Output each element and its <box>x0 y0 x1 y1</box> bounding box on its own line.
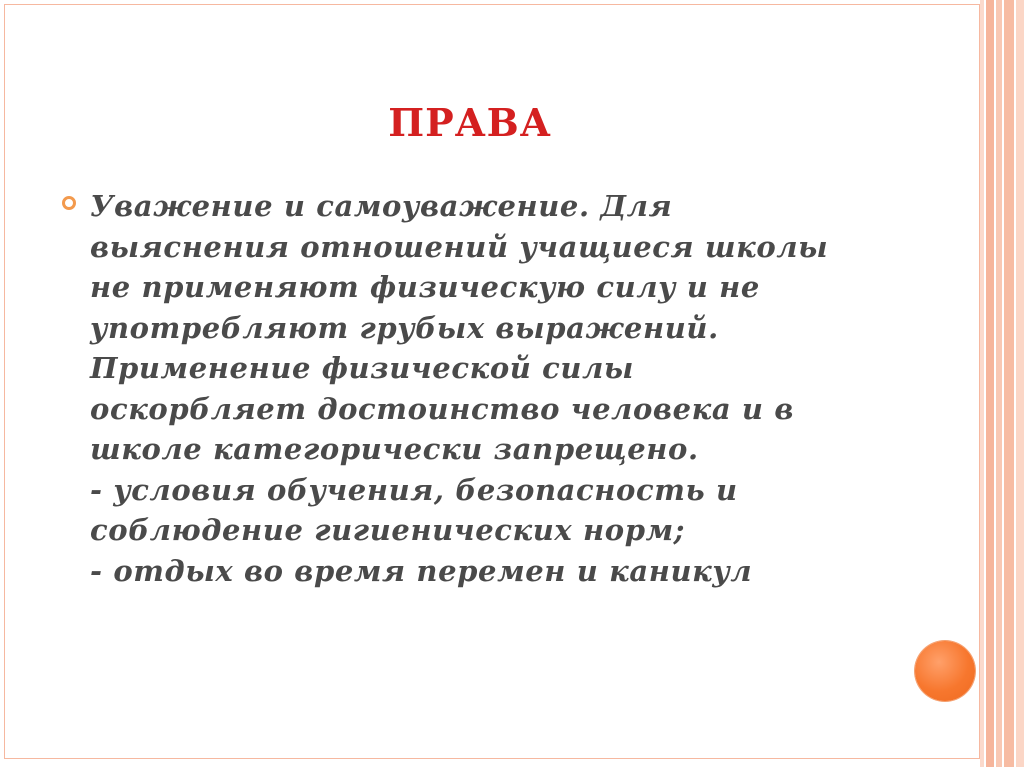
body-line: Применение физической силы <box>90 351 635 385</box>
stripe <box>1004 0 1014 767</box>
decorative-stripes <box>980 0 1024 767</box>
body-line: употребляют грубых выражений. <box>90 310 719 345</box>
stripe <box>1016 0 1024 767</box>
body-line: выяснения отношений учащиеся школы <box>90 229 829 264</box>
body-line: школе категорически запрещено. <box>90 432 699 466</box>
slide-title: ПРАВА <box>388 100 552 145</box>
body-line: Уважение и самоуважение. Для <box>90 189 673 223</box>
body-line: не применяют физическую силу и не <box>90 270 760 304</box>
stripe <box>986 0 994 767</box>
hollow-circle-bullet-icon <box>62 196 76 210</box>
body-line: - отдых во время перемен и каникул <box>90 553 753 588</box>
body-line: соблюдение гигиенических норм; <box>90 513 686 547</box>
slide-body <box>90 186 890 591</box>
body-line: - условия обучения, безопасность и <box>90 472 738 507</box>
orange-circle-icon <box>915 641 975 701</box>
body-line: оскорбляет достоинство человека и в <box>90 391 794 426</box>
